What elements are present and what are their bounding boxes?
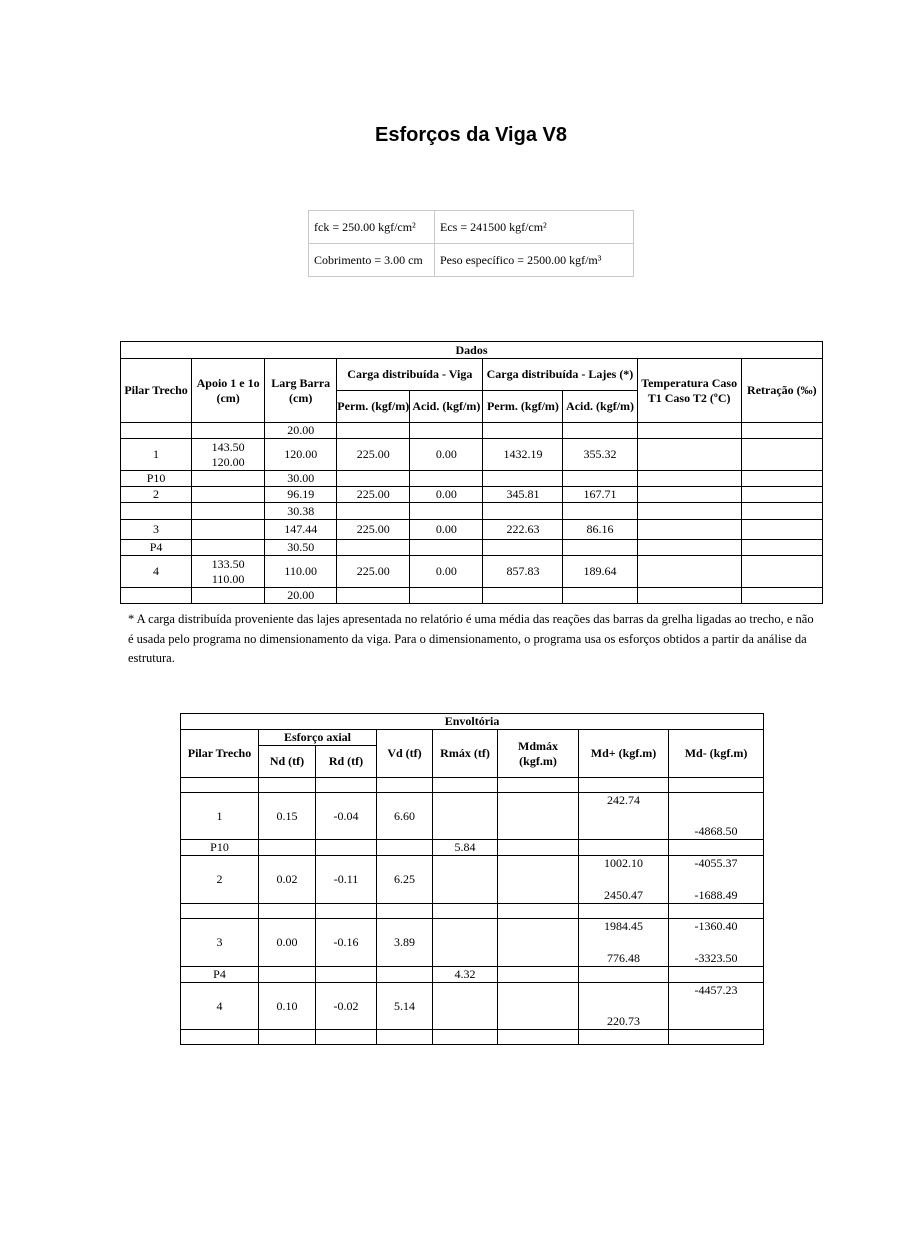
footnote: * A carga distribuída proveniente das lajes apresentada no relatório é uma média das reações das barras da grelha ligadas ao trecho, e não é usada pelo programa no dimensionamento da viga. Para o dimensionamento, o programa usa os esforços obtidos a partir da análise da estrutura. [128,612,814,665]
header-lajes-acid: Acid. (kgf/m) [563,391,637,423]
header-nd: Nd (tf) [259,746,316,778]
table-row: 1 143.50 120.00 120.00 225.00 0.00 1432.19 355.32 [121,439,823,471]
table-row: 20.00 [121,588,823,604]
table-row: 3 0.00 -0.16 3.89 1984.45 776.48 -1360.40 -3323.50 [181,919,764,967]
peso-especifico-cell: Peso específico = 2500.00 kgf/m³ [435,244,634,277]
ecs-cell: Ecs = 241500 kgf/cm² [435,211,634,244]
header-temperatura: Temperatura Caso T1 Caso T2 (ºC) [637,359,741,423]
table-row: 1 0.15 -0.04 6.60 242.74 -4868.50 [181,793,764,840]
header-viga-perm: Perm. (kgf/m) [337,391,410,423]
dados-table [120,341,823,604]
header-md-minus: Md- (kgf.m) [669,730,764,778]
table-row: 3 147.44 225.00 0.00 222.63 86.16 [121,520,823,540]
header-rmax: Rmáx (tf) [433,730,498,778]
table-row: 30.38 [121,503,823,520]
cobrimento-cell: Cobrimento = 3.00 cm [309,244,435,277]
table-row: P10 30.00 [121,471,823,487]
header-carga-viga: Carga distribuída - Viga [337,359,483,391]
envoltoria-table [180,713,764,1045]
table-row: 4 0.10 -0.02 5.14 220.73 -4457.23 [181,983,764,1030]
table-row: P10 5.84 [181,840,764,856]
header-esforco-axial: Esforço axial [259,730,377,746]
table-row: 2 0.02 -0.11 6.25 1002.10 2450.47 -4055.37 -1688.49 [181,856,764,904]
envoltoria-caption: Envoltória [181,714,764,730]
header-pilar-trecho: Pilar Trecho [121,359,192,423]
table-row: P4 4.32 [181,967,764,983]
table-row: 20.00 [121,423,823,439]
header-rd: Rd (tf) [316,746,377,778]
fck-cell: fck = 250.00 kgf/cm² [309,211,435,244]
table-row [181,904,764,919]
dados-caption: Dados [121,342,823,359]
header-md-plus: Md+ (kgf.m) [579,730,669,778]
table-row: P4 30.50 [121,540,823,556]
header-viga-acid: Acid. (kgf/m) [410,391,483,423]
header-pilar-trecho: Pilar Trecho [181,730,259,778]
header-mdmax: Mdmáx (kgf.m) [498,730,579,778]
header-apoio: Apoio 1 e 1o (cm) [192,359,265,423]
table-row [181,1030,764,1045]
material-properties-table [308,210,634,277]
header-larg-barra: Larg Barra (cm) [265,359,337,423]
table-row [181,778,764,793]
header-lajes-perm: Perm. (kgf/m) [483,391,563,423]
header-retracao: Retração (‰) [741,359,822,423]
page-title: Esforços da Viga V8 [375,124,567,146]
table-row: 2 96.19 225.00 0.00 345.81 167.71 [121,487,823,503]
table-row: 4 133.50 110.00 110.00 225.00 0.00 857.83 189.64 [121,556,823,588]
header-vd: Vd (tf) [377,730,433,778]
header-carga-lajes: Carga distribuída - Lajes (*) [483,359,637,391]
